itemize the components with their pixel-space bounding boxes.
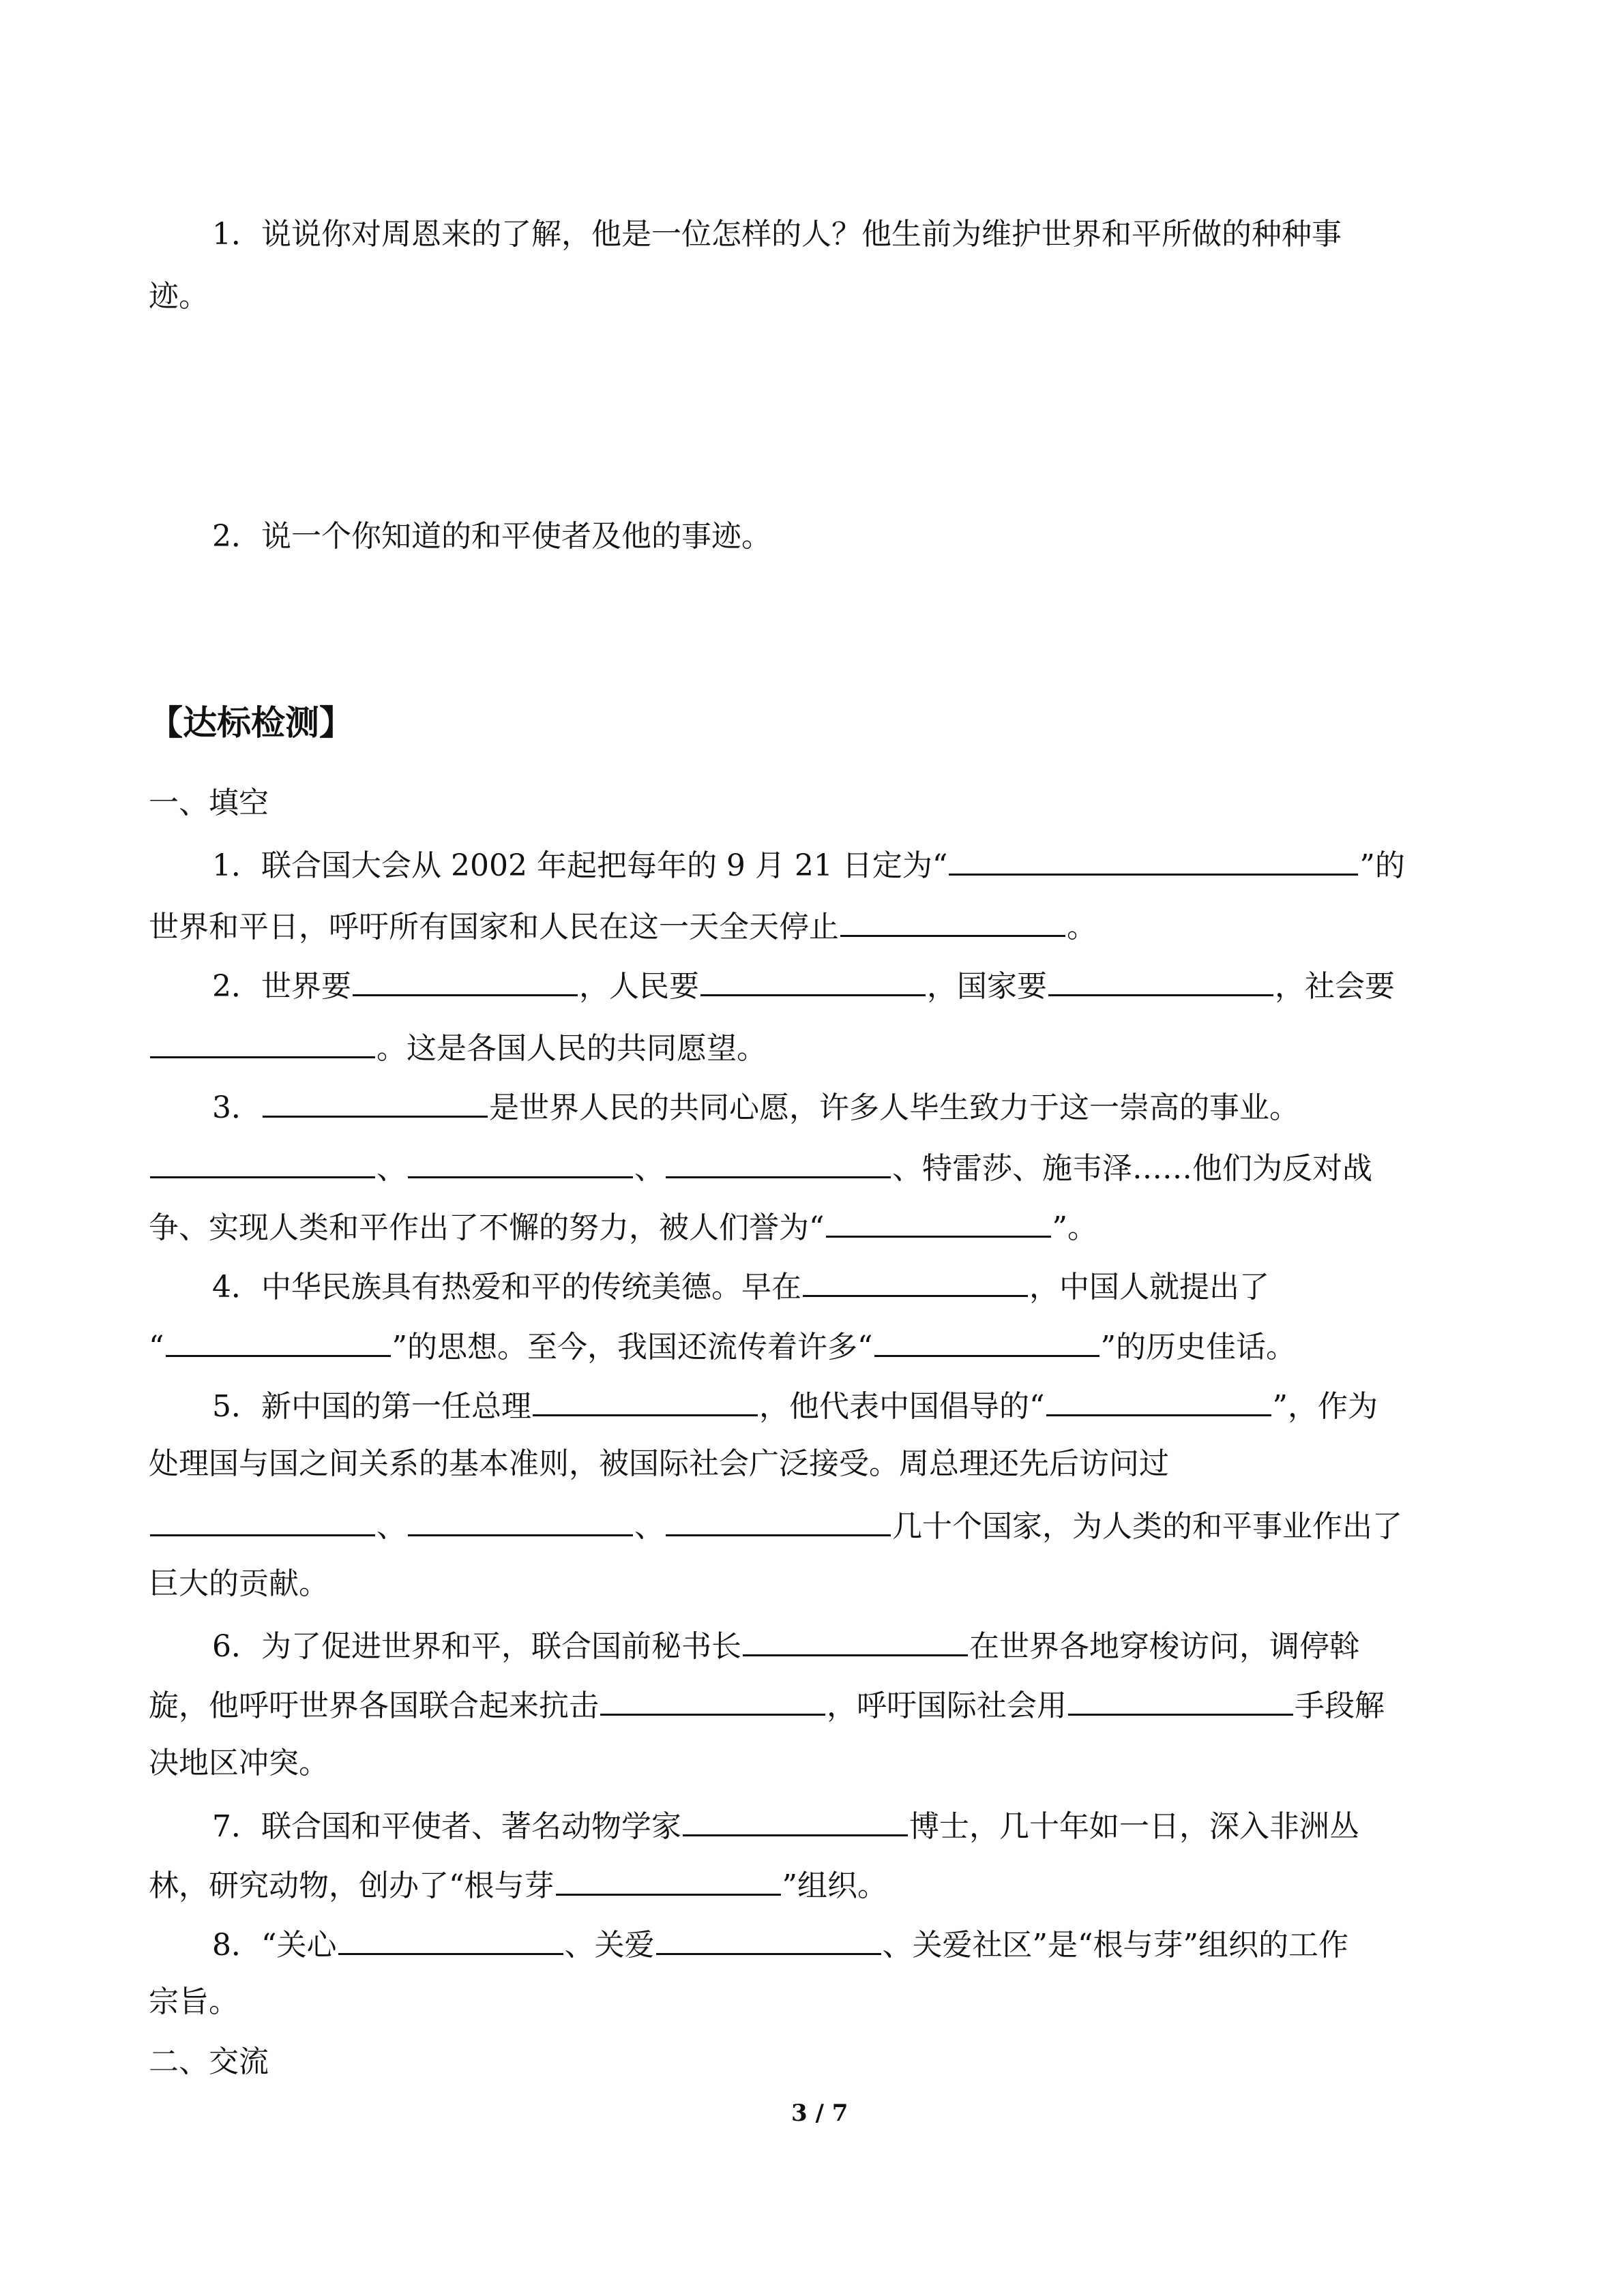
answer-blank[interactable]: [656, 1922, 881, 1955]
fill-question-8: 8．“关心 、关爱 、关爱社区”是“根与芽”组织的工作: [212, 1922, 1348, 1966]
intro-question-1-cont: 迹。: [149, 279, 209, 314]
fill-question-5-cont2: 、 、 几十个国家，为人类的和平事业作出了: [149, 1503, 1402, 1547]
answer-blank[interactable]: [949, 842, 1358, 876]
answer-blank[interactable]: [840, 904, 1065, 937]
part2-title: 二、交流: [149, 2044, 269, 2079]
fill-question-7: 7．联合国和平使者、著名动物学家 博士，几十年如一日，深入非洲丛: [212, 1803, 1359, 1847]
answer-blank[interactable]: [1068, 1682, 1293, 1716]
fill-question-8-cont: 宗旨。: [149, 1984, 239, 2019]
answer-blank[interactable]: [150, 1503, 375, 1536]
answer-blank[interactable]: [666, 1503, 891, 1536]
part1-title: 一、填空: [149, 786, 269, 820]
answer-blank[interactable]: [150, 1145, 375, 1178]
fill-question-5: 5．新中国的第一任总理 ，他代表中国倡导的“ ”，作为: [212, 1383, 1378, 1427]
fill-question-5-cont: 处理国与国之间关系的基本准则，被国际社会广泛接受。周总理还先后访问过: [149, 1446, 1169, 1481]
answer-blank[interactable]: [600, 1682, 825, 1716]
answer-blank[interactable]: [263, 1084, 488, 1118]
answer-blank[interactable]: [743, 1623, 968, 1656]
fill-question-7-cont: 林，研究动物，创办了“根与芽 ”组织。: [149, 1862, 887, 1907]
answer-blank[interactable]: [353, 963, 578, 996]
answer-blank[interactable]: [1046, 1383, 1271, 1416]
answer-blank[interactable]: [666, 1145, 891, 1178]
fill-question-1-cont: 世界和平日，呼吁所有国家和人民在这一天全天停止 。: [149, 904, 1097, 948]
answer-blank[interactable]: [150, 1025, 375, 1058]
answer-blank[interactable]: [533, 1383, 758, 1416]
answer-blank[interactable]: [683, 1803, 908, 1836]
page-number: 3 / 7: [791, 2100, 848, 2127]
answer-blank[interactable]: [700, 963, 926, 996]
fill-question-2-cont: 。这是各国人民的共同愿望。: [149, 1025, 767, 1069]
answer-blank[interactable]: [1048, 963, 1273, 996]
fill-question-4: 4．中华民族具有热爱和平的传统美德。早在 ，中国人就提出了: [212, 1264, 1269, 1308]
fill-question-1: 1．联合国大会从 2002 年起把每年的 9 月 21 日定为“ ”的: [212, 842, 1405, 886]
fill-question-6: 6．为了促进世界和平，联合国前秘书长 在世界各地穿梭访问，调停斡: [212, 1623, 1359, 1667]
intro-question-2: 2．说一个你知道的和平使者及他的事迹。: [212, 519, 771, 554]
answer-blank[interactable]: [556, 1862, 781, 1896]
answer-blank[interactable]: [338, 1922, 563, 1955]
answer-blank[interactable]: [166, 1324, 391, 1357]
fill-question-3: 3． 是世界人民的共同心愿，许多人毕生致力于这一崇高的事业。: [212, 1084, 1299, 1129]
answer-blank[interactable]: [826, 1204, 1051, 1238]
fill-question-4-cont: “ ”的思想。至今，我国还流传着许多“ ”的历史佳话。: [149, 1324, 1296, 1368]
answer-blank[interactable]: [408, 1145, 633, 1178]
answer-blank[interactable]: [803, 1264, 1028, 1297]
fill-question-6-cont2: 决地区冲突。: [149, 1746, 329, 1780]
section-title: 【达标检测】: [149, 703, 353, 743]
fill-question-2: 2．世界要 ，人民要 ，国家要 ，社会要: [212, 963, 1395, 1007]
fill-question-5-cont3: 巨大的贡献。: [149, 1566, 329, 1601]
fill-question-6-cont: 旋，他呼吁世界各国联合起来抗击 ，呼吁国际社会用 手段解: [149, 1682, 1385, 1727]
fill-question-3-cont2: 争、实现人类和平作出了不懈的努力，被人们誉为“ ”。: [149, 1204, 1097, 1249]
intro-question-1: 1．说说你对周恩来的了解，他是一位怎样的人？他生前为维护世界和平所做的种种事: [212, 217, 1342, 252]
answer-blank[interactable]: [408, 1503, 633, 1536]
answer-blank[interactable]: [874, 1324, 1099, 1357]
fill-question-3-cont: 、 、 、特雷莎、施韦泽……他们为反对战: [149, 1145, 1372, 1189]
